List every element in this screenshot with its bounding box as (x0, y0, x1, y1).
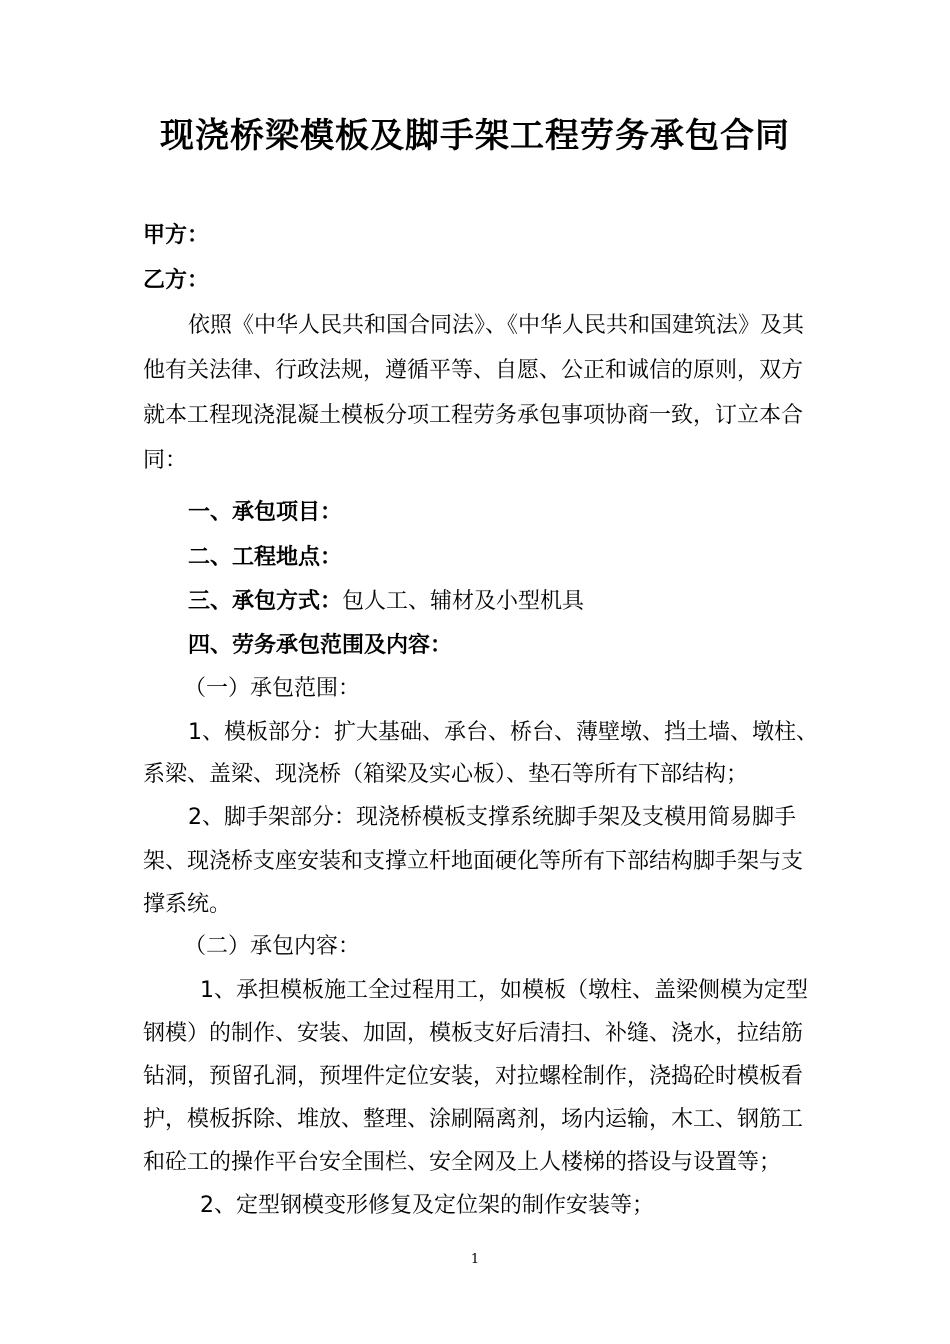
subsection-heading: （二）承包内容： (184, 934, 361, 959)
intro-line: 就本工程现浇混凝土模板分项工程劳务承包事项协商一致，订立本合 (143, 403, 804, 428)
party-b-label: 乙方： (143, 268, 210, 293)
content-item-line: 钻洞，预留孔洞，预埋件定位安装，对拉螺栓制作，浇捣砼时模板看 (143, 1064, 804, 1089)
scope-item-line: 系梁、盖梁、现浇桥（箱梁及实心板）、垫石等所有下部结构； (143, 762, 749, 787)
page-number: 1 (470, 1252, 480, 1267)
content-item-line: 1、承担模板施工全过程用工，如模板（墩柱、盖梁侧模为定型 (200, 978, 808, 1003)
party-a-label: 甲方： (143, 223, 210, 248)
section-heading: 一、承包项目： (188, 500, 343, 525)
intro-line: 他有关法律、行政法规，遵循平等、自愿、公正和诚信的原则，双方 (143, 358, 804, 383)
scope-item-line: 1、模板部分：扩大基础、承台、桥台、薄壁墩、挡土墙、墩柱、 (188, 720, 818, 745)
content-item-line: 2、定型钢模变形修复及定位架的制作安装等； (200, 1193, 654, 1218)
content-item-line: 护，模板拆除、堆放、整理、涂刷隔离剂，场内运输，木工、钢筋工 (143, 1107, 804, 1132)
document-title: 现浇桥梁模板及脚手架工程劳务承包合同 (160, 116, 790, 156)
content-item-line: 和砼工的操作平台安全围栏、安全网及上人楼梯的搭设与设置等； (143, 1150, 782, 1175)
intro-line: 依照《中华人民共和国合同法》、《中华人民共和国建筑法》及其 (188, 313, 805, 338)
content-item-line: 钢模）的制作、安装、加固，模板支好后清扫、补缝、浇水，拉结筋 (143, 1021, 804, 1046)
scope-item-line: 架、现浇桥支座安装和支撑立杆地面硬化等所有下部结构脚手架与支 (143, 849, 804, 874)
section-text: 包人工、辅材及小型机具 (342, 589, 585, 614)
section-heading-with-text (188, 587, 584, 617)
scope-item-line: 2、脚手架部分：现浇桥模板支撑系统脚手架及支模用简易脚手 (188, 805, 796, 830)
section-heading: 二、工程地点： (188, 545, 343, 570)
section-heading: 四、劳务承包范围及内容： (188, 633, 453, 658)
subsection-heading: （一）承包范围： (184, 676, 361, 701)
section-label: 三、承包方式： (188, 589, 343, 614)
scope-item-line: 撑系统。 (143, 892, 232, 917)
intro-line: 同： (143, 448, 188, 473)
